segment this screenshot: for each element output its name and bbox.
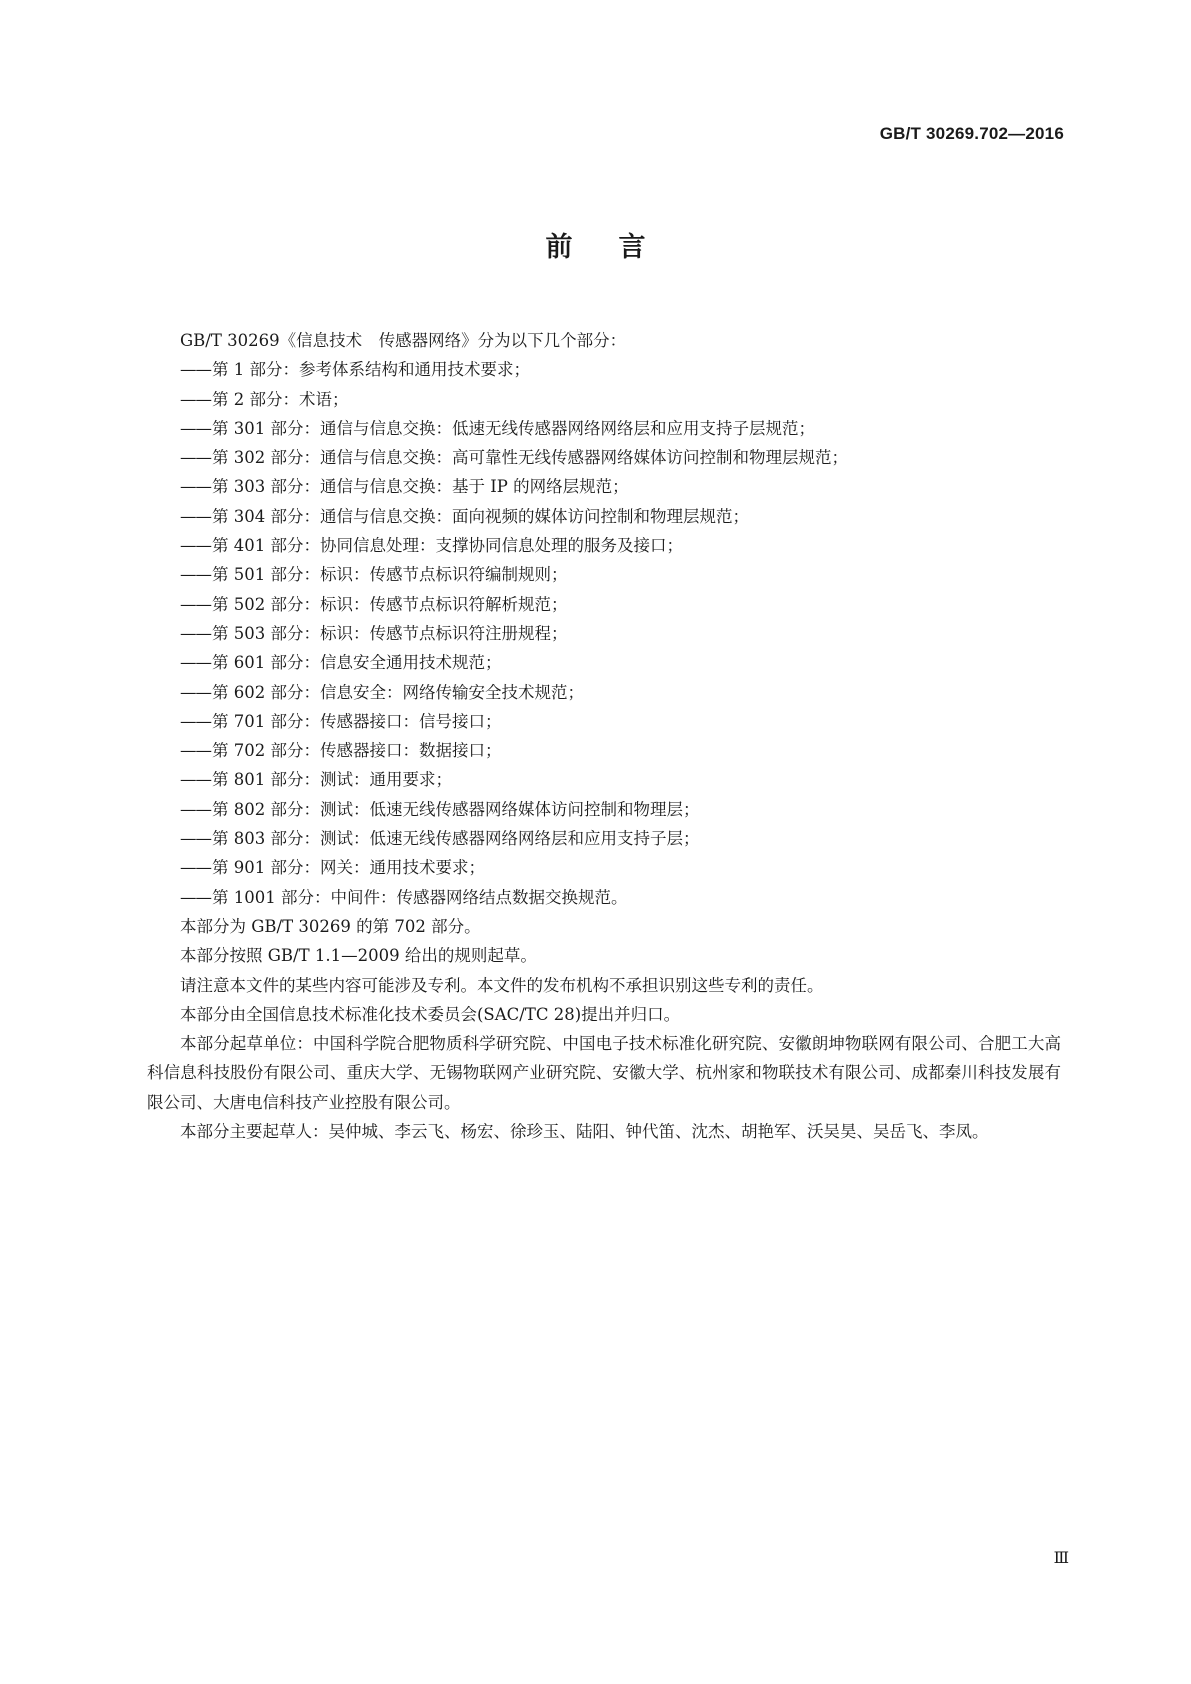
list-dash: ——: [180, 389, 211, 409]
list-item: [147, 472, 1061, 501]
list-item: [147, 795, 1061, 824]
list-dash: ——: [180, 418, 211, 438]
list-item: [147, 678, 1061, 707]
patent-notice-paragraph: 请注意本文件的某些内容可能涉及专利。本文件的发布机构不承担识别这些专利的责任。: [180, 975, 824, 995]
list-item-text: 第 502 部分：标识：传感节点标识符解析规范；: [212, 594, 568, 614]
list-item-text: 第 503 部分：标识：传感节点标识符注册规程；: [212, 623, 568, 643]
list-item-text: 第 701 部分：传感器接口：信号接口；: [212, 711, 502, 731]
list-item: [147, 502, 1061, 531]
list-item-text: 第 501 部分：标识：传感节点标识符编制规则；: [212, 565, 568, 585]
list-dash: ——: [180, 536, 211, 556]
list-item-text: 第 901 部分：网关：通用技术要求；: [212, 858, 485, 878]
list-item-text: 第 303 部分：通信与信息交换：基于 IP 的网络层规范；: [212, 477, 629, 497]
list-item-text: 第 302 部分：通信与信息交换：高可靠性无线传感器网络媒体访问控制和物理层规范；: [212, 448, 848, 468]
list-item-text: 第 401 部分：协同信息处理：支撑协同信息处理的服务及接口；: [212, 536, 683, 556]
list-item-text: 第 803 部分：测试：低速无线传感器网络网络层和应用支持子层；: [212, 829, 700, 849]
list-item-text: 第 301 部分：通信与信息交换：低速无线传感器网络网络层和应用支持子层规范；: [212, 418, 815, 438]
list-dash: ——: [180, 770, 211, 790]
list-dash: ——: [180, 741, 211, 761]
list-item: [147, 853, 1061, 882]
list-item: [147, 765, 1061, 794]
list-item: [147, 824, 1061, 853]
list-item-text: 第 2 部分：术语；: [212, 389, 349, 409]
list-item: [147, 414, 1061, 443]
page-title: 前言: [545, 232, 692, 263]
list-item: [147, 355, 1061, 384]
list-item: [147, 736, 1061, 765]
list-item-text: 第 1001 部分：中间件：传感器网络结点数据交换规范。: [212, 887, 628, 907]
list-dash: ——: [180, 653, 211, 673]
list-item: [147, 443, 1061, 472]
list-item-text: 第 601 部分：信息安全通用技术规范；: [212, 653, 502, 673]
drafting-units-paragraph: 本部分起草单位：中国科学院合肥物质科学研究院、中国电子技术标准化研究院、安徽朗坤物联网有限公司、合肥工大高科信息科技股份有限公司、重庆大学、无锡物联网产业研究院、安徽大学、杭州家和物联技术有限公司、成都秦川科技发展有限公司、大唐电信科技产业控股有限公司。: [147, 1034, 1061, 1112]
foreword-body: [147, 326, 1061, 1146]
list-dash: ——: [180, 799, 211, 819]
list-item: [147, 531, 1061, 560]
list-item-text: 第 802 部分：测试：低速无线传感器网络媒体访问控制和物理层；: [212, 799, 700, 819]
list-dash: ——: [180, 506, 211, 526]
list-item-text: 第 702 部分：传感器接口：数据接口；: [212, 741, 502, 761]
list-dash: ——: [180, 448, 211, 468]
list-dash: ——: [180, 711, 211, 731]
list-item: [147, 883, 1061, 912]
list-dash: ——: [180, 887, 211, 907]
list-item: [147, 560, 1061, 589]
list-dash: ——: [180, 360, 211, 380]
list-item-text: 第 801 部分：测试：通用要求；: [212, 770, 452, 790]
standard-code: GB/T 30269.702—2016: [879, 124, 1064, 143]
list-item: [147, 590, 1061, 619]
list-dash: ——: [180, 594, 211, 614]
list-item-text: 第 1 部分：参考体系结构和通用技术要求；: [212, 360, 530, 380]
list-item-text: 第 602 部分：信息安全：网络传输安全技术规范；: [212, 682, 584, 702]
list-dash: ——: [180, 477, 211, 497]
list-item: [147, 707, 1061, 736]
parts-list: [147, 355, 1061, 912]
intro-paragraph: GB/T 30269《信息技术 传感器网络》分为以下几个部分：: [180, 331, 627, 350]
list-item: [147, 385, 1061, 414]
list-dash: ——: [180, 829, 211, 849]
drafters-paragraph: 本部分主要起草人：吴仲城、李云飞、杨宏、徐珍玉、陆阳、钟代笛、沈杰、胡艳军、沃吴昊、吴岳飞、李凤。: [180, 1122, 989, 1142]
list-dash: ——: [180, 858, 211, 878]
list-item: [147, 648, 1061, 677]
page-number: Ⅲ: [1053, 1548, 1069, 1567]
list-dash: ——: [180, 565, 211, 585]
list-dash: ——: [180, 623, 211, 643]
proposed-by-paragraph: 本部分由全国信息技术标准化技术委员会(SAC/TC 28)提出并归口。: [180, 1004, 681, 1024]
drafting-rule-paragraph: 本部分按照 GB/T 1.1—2009 给出的规则起草。: [180, 946, 537, 966]
list-item-text: 第 304 部分：通信与信息交换：面向视频的媒体访问控制和物理层规范；: [212, 506, 749, 526]
list-item: [147, 619, 1061, 648]
this-part-paragraph: 本部分为 GB/T 30269 的第 702 部分。: [180, 916, 481, 936]
list-dash: ——: [180, 682, 211, 702]
